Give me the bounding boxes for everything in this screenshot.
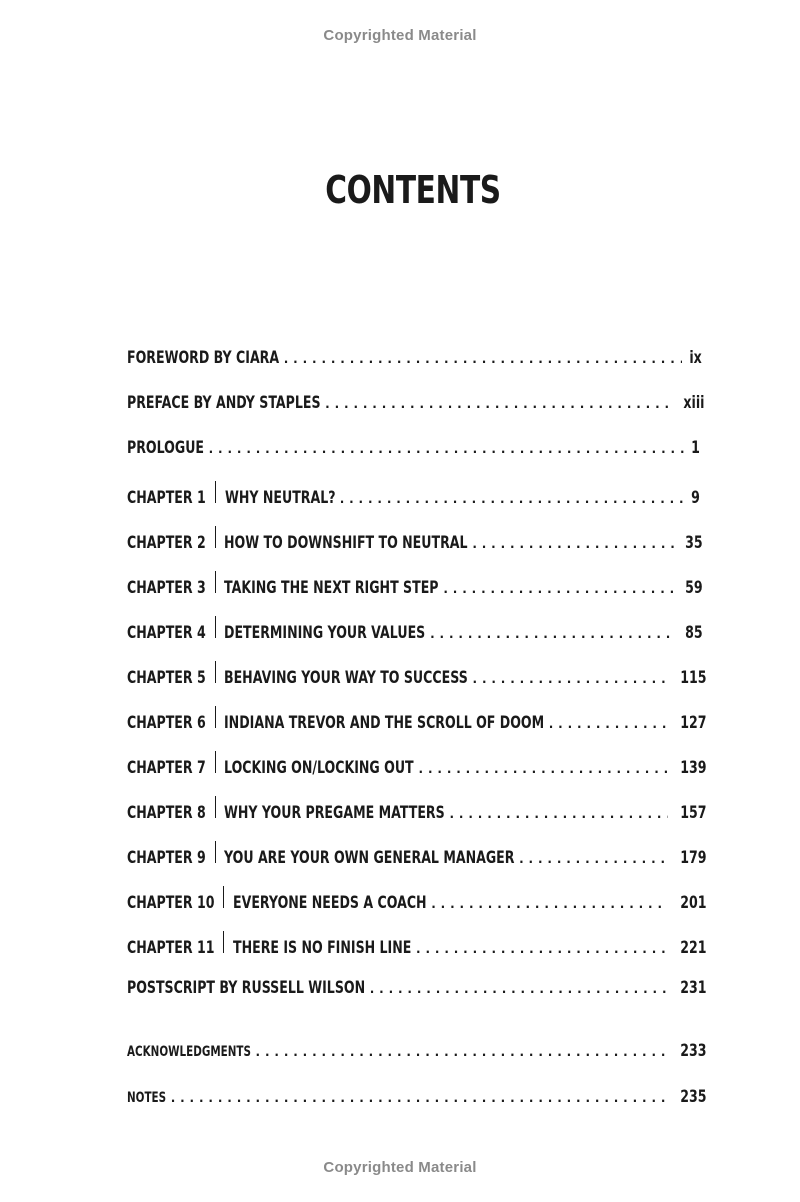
chapter-separator-bar <box>223 886 224 908</box>
toc-entry-label: CHAPTER 10 <box>127 893 215 913</box>
dot-leader <box>448 803 668 827</box>
toc-entry-page-number: 139 <box>679 758 707 778</box>
dot-leader <box>414 938 667 962</box>
toc-entry-label: CHAPTER 2 <box>127 533 206 553</box>
toc-entry <box>127 436 701 460</box>
chapter-separator-bar <box>215 796 216 818</box>
dot-leader <box>442 578 677 602</box>
toc-entry-label: CHAPTER 7 <box>127 758 206 778</box>
toc-entry <box>127 1085 707 1109</box>
toc-entry-title: BEHAVING YOUR WAY TO SUCCESS <box>224 668 468 688</box>
dot-leader <box>471 533 677 557</box>
toc-entry-label: CHAPTER 11 <box>127 938 215 958</box>
toc-entry-label: CHAPTER 6 <box>127 713 206 733</box>
toc-entry-page-number: 235 <box>679 1087 707 1107</box>
dot-leader <box>429 623 677 647</box>
toc-entry-page-number: 231 <box>679 978 707 998</box>
toc-entry-title: DETERMINING YOUR VALUES <box>224 623 426 643</box>
toc-entry-label: PREFACE BY ANDY STAPLES <box>127 393 321 413</box>
dot-leader <box>518 848 668 872</box>
toc-entry-label: CHAPTER 5 <box>127 668 206 688</box>
toc-entry <box>127 481 701 508</box>
toc-entry-title: THERE IS NO FINISH LINE <box>233 938 412 958</box>
toc-entry-page-number: xiii <box>683 393 705 413</box>
dot-leader <box>338 488 685 512</box>
dot-leader <box>547 713 668 737</box>
toc-entry-page-number: ix <box>688 348 702 368</box>
dot-leader <box>324 393 673 417</box>
toc-entry-label: CHAPTER 8 <box>127 803 206 823</box>
toc-entry <box>127 391 705 415</box>
dot-leader <box>430 893 668 917</box>
toc-entry-label: ACKNOWLEDGMENTS <box>127 1044 251 1060</box>
toc-entry <box>127 886 707 913</box>
toc-entry-label: FOREWORD BY CIARA <box>127 348 280 368</box>
toc-entry-title: INDIANA TREVOR AND THE SCROLL OF DOOM <box>223 713 545 733</box>
toc-entry-title: EVERYONE NEEDS A COACH <box>233 893 427 913</box>
toc-entry-page-number: 115 <box>679 668 707 688</box>
dot-leader <box>254 1041 668 1065</box>
toc-entry <box>127 841 707 868</box>
toc-entry <box>127 616 704 643</box>
toc-entry-label: PROLOGUE <box>127 438 205 458</box>
toc-entry <box>127 706 707 733</box>
toc-entry <box>127 796 707 823</box>
dot-leader <box>169 1087 668 1111</box>
toc-entry-page-number: 157 <box>679 803 707 823</box>
dot-leader <box>282 348 681 372</box>
toc-entry-title: HOW TO DOWNSHIFT TO NEUTRAL <box>224 533 468 553</box>
chapter-separator-bar <box>223 931 224 953</box>
toc-entry-page-number: 1 <box>691 438 701 458</box>
chapter-separator-bar <box>215 481 216 503</box>
dot-leader <box>207 438 685 462</box>
toc-entry-title: WHY NEUTRAL? <box>224 488 336 508</box>
toc-entry-title: LOCKING ON/LOCKING OUT <box>224 758 414 778</box>
toc-entry-label: CHAPTER 9 <box>127 848 206 868</box>
toc-entry-title: YOU ARE YOUR OWN GENERAL MANAGER <box>224 848 515 868</box>
dot-leader <box>471 668 668 692</box>
toc-entry <box>127 931 707 958</box>
toc-entry-page-number: 9 <box>691 488 701 508</box>
toc-entry-label: CHAPTER 3 <box>127 578 206 598</box>
toc-entry-label: NOTES <box>127 1090 167 1106</box>
toc-entry-label: CHAPTER 4 <box>127 623 206 643</box>
page-title: CONTENTS <box>325 168 501 212</box>
chapter-separator-bar <box>215 751 216 773</box>
toc-entry-page-number: 201 <box>679 893 707 913</box>
toc-entry <box>127 661 707 688</box>
toc-entry-page-number: 85 <box>685 623 704 643</box>
chapter-separator-bar <box>215 571 216 593</box>
toc-entry-page-number: 59 <box>685 578 704 598</box>
copyright-watermark-top: Copyrighted Material <box>323 27 477 44</box>
toc-entry-page-number: 127 <box>679 713 707 733</box>
toc-entry-title: TAKING THE NEXT RIGHT STEP <box>224 578 439 598</box>
toc-entry <box>127 751 707 778</box>
toc-entry-label: POSTSCRIPT BY RUSSELL WILSON <box>127 978 366 998</box>
toc-entry-title: WHY YOUR PREGAME MATTERS <box>224 803 445 823</box>
toc-entry-label: CHAPTER 1 <box>127 488 206 508</box>
copyright-watermark-bottom: Copyrighted Material <box>323 1159 477 1176</box>
dot-leader <box>417 758 668 782</box>
toc-entry <box>127 976 707 1000</box>
toc-entry-page-number: 221 <box>679 938 707 958</box>
toc-entry-page-number: 179 <box>679 848 707 868</box>
toc-entry <box>127 1039 707 1063</box>
toc-entry <box>127 526 704 553</box>
toc-entry-page-number: 35 <box>685 533 704 553</box>
chapter-separator-bar <box>215 616 216 638</box>
toc-entry-page-number: 233 <box>679 1041 707 1061</box>
toc-entry <box>127 571 704 598</box>
toc-entry <box>127 346 702 370</box>
dot-leader <box>368 978 668 1002</box>
